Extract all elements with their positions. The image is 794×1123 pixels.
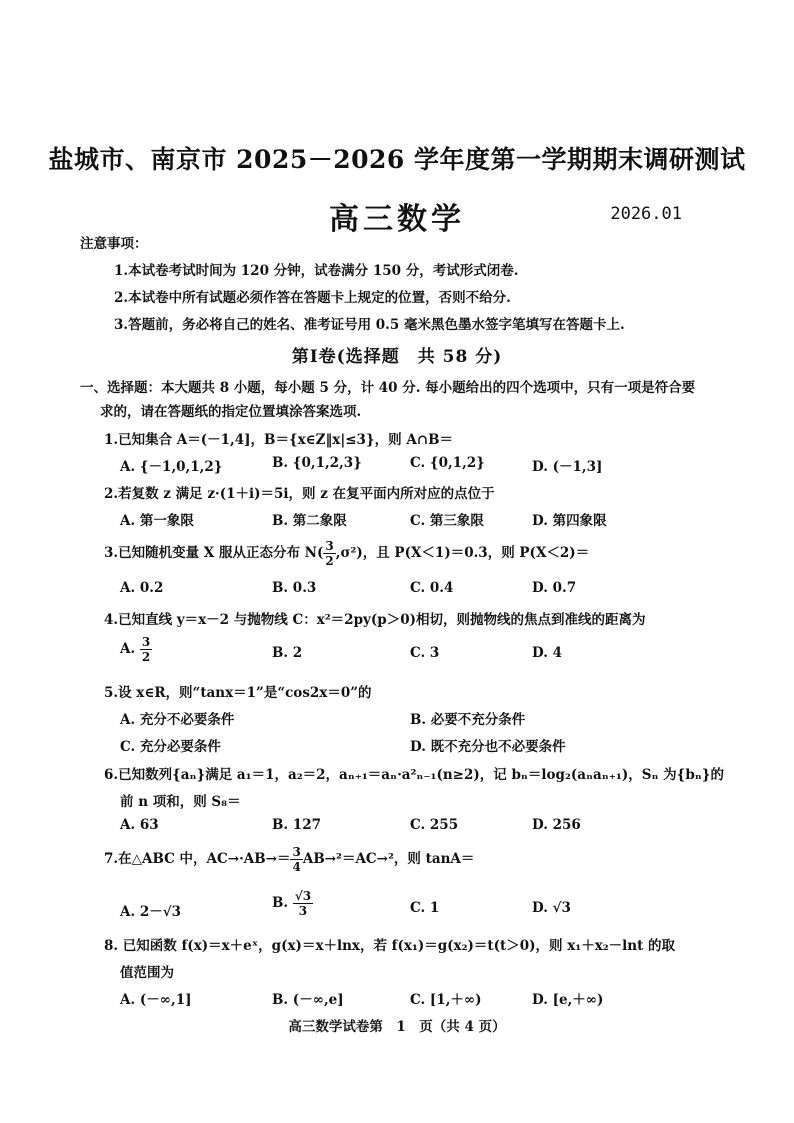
exam-title: 盐城市、南京市 2025－2026 学年度第一学期期末调研测试 xyxy=(48,145,746,174)
question-6-option-a: A. 63 xyxy=(120,817,159,833)
question-1-option-d: D. (－1,3] xyxy=(532,459,603,475)
question-6-option-d: D. 256 xyxy=(532,817,581,833)
question-1-option-a: A. {－1,0,1,2} xyxy=(120,459,223,475)
question-2-option-c: C. 第三象限 xyxy=(410,513,484,529)
question-1-option-c: C. {0,1,2} xyxy=(410,455,485,471)
question-7-option-a: A. 2－√3 xyxy=(120,904,182,920)
question-2-option-b: B. 第二象限 xyxy=(272,513,347,529)
notice-heading: 注意事项： xyxy=(80,236,148,252)
question-7-stem xyxy=(104,846,474,873)
question-7-fraction-den: 4 xyxy=(292,860,301,874)
question-4-option-a-prefix: A. xyxy=(120,641,140,657)
question-1-stem: 1.已知集合 A＝(－1,4]，B＝{x∈Z‖x|≤3}，则 A∩B＝ xyxy=(104,432,454,448)
notice-item-3: 3.答题前，务必将自己的姓名、准考证号用 0.5 毫米黑色墨水签字笔填写在答题卡上. xyxy=(114,317,625,333)
question-8-option-d: D. [e,＋∞) xyxy=(532,992,604,1008)
question-4-stem: 4.已知直线 y＝x－2 与抛物线 C：x²＝2py(p＞0)相切，则抛物线的焦点到准线的距离为 xyxy=(104,612,646,628)
question-7-option-b-num: √3 xyxy=(294,889,312,903)
question-7-option-b-den: 3 xyxy=(298,904,308,918)
notice-item-2: 2.本试卷中所有试题必须作答在答题卡上规定的位置，否则不给分. xyxy=(114,290,511,306)
question-7-option-c: C. 1 xyxy=(410,900,440,916)
question-6-option-c: C. 255 xyxy=(410,817,459,833)
question-3-fraction xyxy=(323,540,335,567)
question-7-option-b-prefix: B. xyxy=(272,895,293,911)
part-intro-line2: 求的，请在答题纸的指定位置填涂答案选项. xyxy=(100,404,362,420)
question-5-stem: 5.设 x∈R，则“tanx＝1”是“cos2x＝0”的 xyxy=(104,685,372,701)
question-4-option-b: B. 2 xyxy=(272,645,303,661)
question-8-option-c: C. [1,＋∞) xyxy=(410,992,482,1008)
question-3-stem xyxy=(104,540,589,567)
question-5-option-b: B. 必要不充分条件 xyxy=(410,712,526,728)
question-7-fraction xyxy=(290,846,302,873)
question-3-option-a: A. 0.2 xyxy=(120,580,164,596)
subject-title: 高三数学 xyxy=(329,202,465,237)
question-2-option-d: D. 第四象限 xyxy=(532,513,607,529)
question-7-stem-post: AB→²＝AC→²，则 tanA＝ xyxy=(302,851,475,867)
question-8-stem-line1: 8. 已知函数 f(x)＝x＋eˣ，g(x)＝x＋lnx，若 f(x₁)＝g(x₂)＝t(t＞0)，则 x₁＋x₂－lnt 的取 xyxy=(104,938,676,954)
question-3-fraction-num: 3 xyxy=(325,539,334,553)
section-title: 第Ⅰ卷(选择题 共 58 分) xyxy=(291,347,503,367)
question-3-option-d: D. 0.7 xyxy=(532,580,577,596)
question-7-fraction-num: 3 xyxy=(292,845,301,859)
question-7-option-d: D. √3 xyxy=(532,900,571,916)
question-7-option-b-fraction xyxy=(293,890,313,917)
question-3-option-c: C. 0.4 xyxy=(410,580,454,596)
question-6-option-b: B. 127 xyxy=(272,817,321,833)
question-3-fraction-den: 2 xyxy=(325,554,334,568)
question-2-option-a: A. 第一象限 xyxy=(120,513,194,529)
question-3-option-b: B. 0.3 xyxy=(272,580,317,596)
question-6-stem-line1: 6.已知数列{aₙ}满足 a₁＝1，a₂＝2，aₙ₊₁＝aₙ·a²ₙ₋₁(n≥2)，记 bₙ＝log₂(aₙaₙ₊₁)，Sₙ 为{bₙ}的 xyxy=(104,767,724,783)
question-7-option-b xyxy=(272,890,313,917)
question-4-option-a-den: 2 xyxy=(141,650,151,664)
question-5-option-d: D. 既不充分也不必要条件 xyxy=(410,739,566,755)
exam-date: 2026.01 xyxy=(610,204,682,224)
question-4-option-d: D. 4 xyxy=(532,645,563,661)
question-3-stem-post: ,σ²)，且 P(X＜1)＝0.3，则 P(X＜2)＝ xyxy=(335,545,590,561)
question-8-option-a: A. (－∞,1] xyxy=(120,992,192,1008)
part-intro-line1: 一、选择题：本大题共 8 小题，每小题 5 分，计 40 分. 每小题给出的四个选项中，只有一项是符合要 xyxy=(80,380,696,396)
question-8-option-b: B. (－∞,e] xyxy=(272,992,344,1008)
question-5-option-c: C. 充分必要条件 xyxy=(120,739,221,755)
question-8-stem-line2: 值范围为 xyxy=(120,965,174,981)
question-6-stem-line2: 前 n 项和，则 S₈＝ xyxy=(120,794,241,810)
page-footer: 高三数学试卷第 1 页（共 4 页） xyxy=(288,1019,506,1035)
question-4-option-c: C. 3 xyxy=(410,645,440,661)
question-5-option-a: A. 充分不必要条件 xyxy=(120,712,235,728)
question-4-option-a-fraction xyxy=(140,636,152,663)
notice-item-1: 1.本试卷考试时间为 120 分钟，试卷满分 150 分，考试形式闭卷. xyxy=(114,263,519,279)
question-4-option-a xyxy=(120,636,152,663)
question-3-stem-pre: 3.已知随机变量 X 服从正态分布 N( xyxy=(104,545,324,561)
question-4-option-a-num: 3 xyxy=(141,635,151,649)
question-7-stem-pre: 7.在△ABC 中，AC→·AB→＝ xyxy=(104,851,291,867)
question-2-stem: 2.若复数 z 满足 z·(1＋i)＝5i，则 z 在复平面内所对应的点位于 xyxy=(104,486,495,502)
question-1-option-b: B. {0,1,2,3} xyxy=(272,455,362,471)
